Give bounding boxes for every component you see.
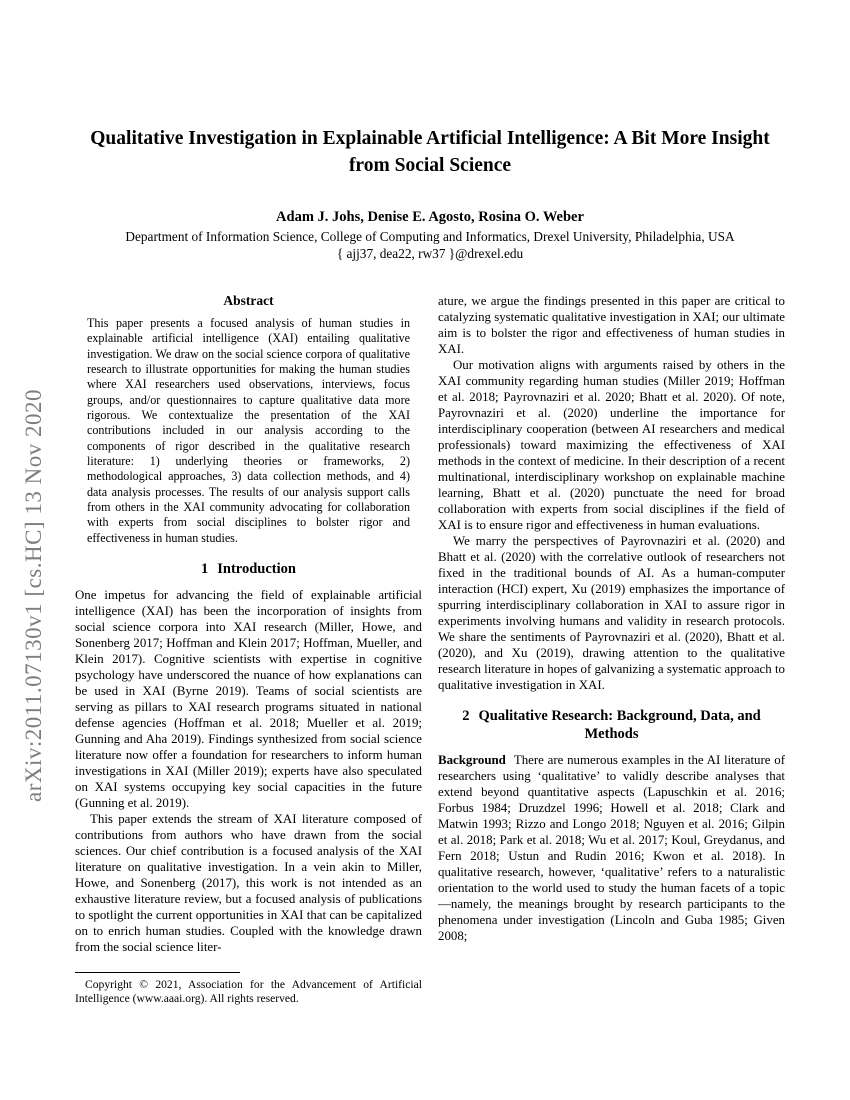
footnote-rule — [75, 972, 240, 973]
section-2-heading — [438, 707, 785, 743]
author-names: Adam J. Johs, Denise E. Agosto, Rosina O. Weber — [276, 209, 584, 225]
section-1-title: Introduction — [217, 561, 296, 578]
left-column — [75, 293, 422, 969]
paper-title: Qualitative Investigation in Explainable Artificial Intelligence: A Bit More Insight from Social Science — [90, 128, 770, 176]
abstract-text: This paper presents a focused analysis of human studies in explainable artificial intelligence (XAI) entailing qualitative investigation. We draw on the social science corpora of qualitative research to illustrate opportunities for making the human studies where XAI researchers used observations, interviews, focus groups, and/or questionnaires to capture qualitative data more rigorous. We contextualize the presentation of the XAI contributions included in our analysis according to the components of rigor described in the qualitative research literature: 1) underlying theories or frameworks, 2) methodological approaches, 3) data collection methods, and 4) data analysis processes. The results of our analysis support calls from others in the XAI community advocating for collaboration with experts from social disciplines to bolster rigor and effectiveness in human studies. — [87, 316, 410, 545]
copyright-footnote: Copyright © 2021, Association for the Advancement of Artificial Intelligence (www.aaai.org). All rights reserved. — [75, 978, 422, 1006]
author-emails: { ajj37, dea22, rw37 }@drexel.edu — [336, 246, 524, 261]
intro-paragraph-2: This paper extends the stream of XAI literature composed of contributions from authors who have drawn from the social sciences. Our chief contribution is a focused analysis of the XAI literature on qualitative investigation. In a vein akin to Miller, Howe, and Sonenberg (2017), this work is not intended as an exhaustive literature review, but a focused analysis of publications to spotlight the current opportunities in XAI that can be capitalized on to enrich human studies. Coupled with the knowledge drawn from the social science liter- — [75, 812, 422, 955]
section-1-number: 1 — [201, 561, 209, 578]
author-affiliation: Department of Information Science, College of Computing and Informatics, Drexel University, Philadelphia, USA — [125, 229, 735, 244]
intro-paragraph-1: One impetus for advancing the field of explainable artificial intelligence (XAI) has been the incorporation of insights from social science corpora into XAI research (Miller, Howe, and Sonenberg 2017; Hoffman and Klein 2017; Hoffman, Mueller, and Klein 2017). Cognitive scientists with expertise in cognitive psychology have underscored the nuance of how explanations can be used in XAI (Byrne 2019). Teams of social scientists are serving as pillars to XAI research programs situated in national defense agencies (Hoffman et al. 2018; Mueller et al. 2019; Gunning and Aha 2019). Findings synthesized from social science literature now offer a foundation for researchers to inform human investigations in XAI (Miller 2019); experts have also speculated on XAI systems occupying key social capacities in the future (Gunning et al. 2019). — [75, 588, 422, 811]
arxiv-watermark: arXiv:2011.07130v1 [cs.HC] 13 Nov 2020 — [21, 389, 46, 802]
section-2-title: Qualitative Research: Background, Data, and Methods — [478, 708, 761, 743]
background-runin-label: Background — [438, 753, 506, 768]
background-paragraph — [438, 752, 785, 944]
section-1-heading — [75, 560, 422, 578]
motivation-paragraph: Our motivation aligns with arguments raised by others in the XAI community regarding human studies (Miller 2019; Hoffman et al. 2018; Payrovnaziri et al. 2020; Bhatt et al. 2020). Of note, Payrovnaziri et al. (2020) underline the importance for interdisciplinary cooperation (between AI researchers and medical professionals) toward maximizing the effectiveness of XAI methods in the context of medicine. In their description of a recent multinational, interdisciplinary workshop on explainable machine learning, Bhatt et al. (2020) punctuate the need for broad collaboration with experts from social disciplines if the field of XAI is to ensure rigor and effectiveness in human evaluations. — [438, 358, 785, 532]
background-paragraph-text: There are numerous examples in the AI literature of researchers using ‘qualitative’ to validly describe analyses that extend beyond quantitative aspects (Lapuschkin et al. 2016; Forbus 1984; Druzdzel 1996; Howell et al. 2018; Clark and Matwin 1993; Rizzo and Longo 2018; Nguyen et al. 2016; Gilpin et al. 2018; Park et al. 2018; Wu et al. 2017; Koul, Greydanus, and Fern 2018; Ustun and Rudin 2016; Kwon et al. 2018). In qualitative research, however, ‘qualitative’ refers to a naturalistic orientation to the world used to study the human facets of a topic—namely, the meanings brought by research participants to the phenomena under investigation (Lincoln and Guba 1985; Given 2008; — [438, 753, 785, 944]
intro-paragraph-2-continuation: ature, we argue the findings presented in this paper are critical to catalyzing systematic qualitative investigation in XAI; our ultimate aim is to bolster the rigor and effectiveness of human studies in XAI. — [438, 294, 785, 356]
perspectives-paragraph: We marry the perspectives of Payrovnaziri et al. (2020) and Bhatt et al. (2020) with the correlative outlook of researchers not fixed in the traditional bounds of AI. As a human-computer interaction (HCI) expert, Xu (2019) emphasizes the importance of spurring interdisciplinary collaboration in XAI to assure rigor in experiments involving humans and validity in research protocols. We share the sentiments of Payrovnaziri et al. (2020), Bhatt et al. (2020), and Xu (2019), drawing attention to the qualitative research literature in hopes of galvanizing a systematic approach to qualitative investigation in XAI. — [438, 534, 785, 692]
section-2-number: 2 — [462, 708, 470, 724]
right-column — [438, 293, 785, 1015]
two-column-body — [75, 293, 785, 1015]
abstract-heading: Abstract — [223, 293, 274, 308]
